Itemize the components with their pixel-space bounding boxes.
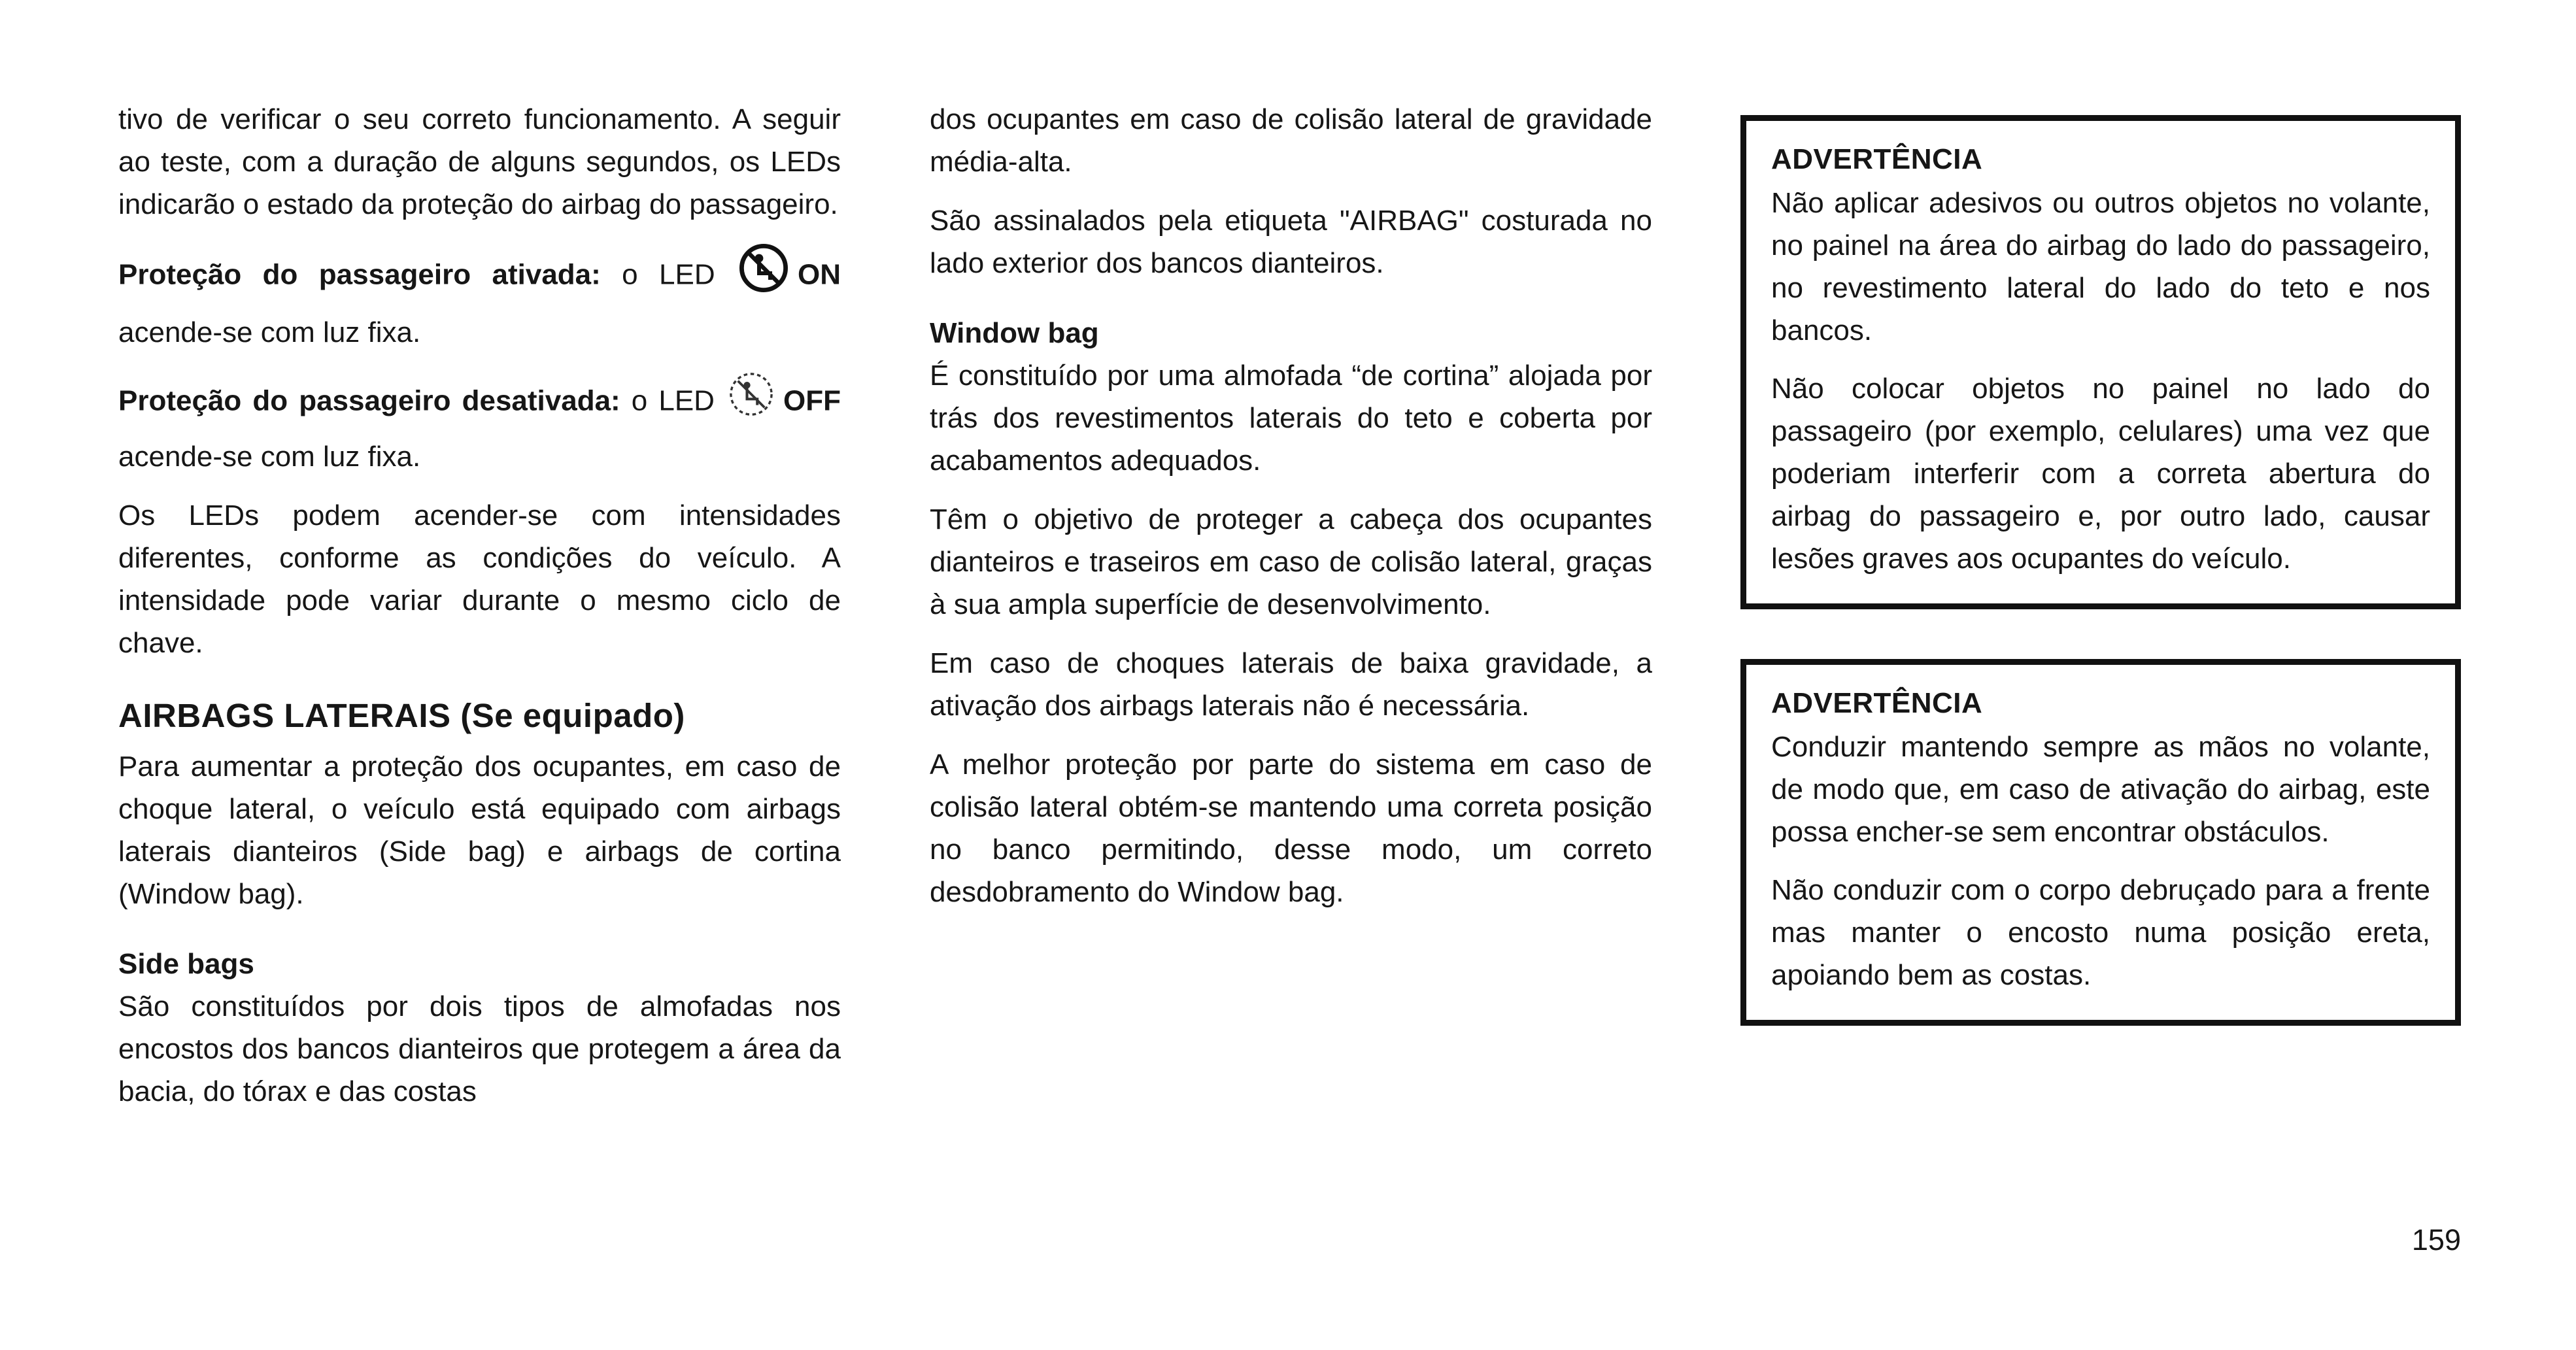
paragraph: Para aumentar a proteção dos ocupantes, em caso de choque lateral, o veículo está equipado com airbags laterais dianteiros (Side bag) e airbags de cortina (Window bag).: [118, 751, 841, 910]
warning-box-2: [1740, 659, 2461, 1026]
paragraph: Têm o objetivo de proteger a cabeça dos ocupantes dianteiros e traseiros em caso de colisão lateral, graças à sua ampla superfície de desenvolvimento.: [930, 503, 1652, 620]
warning-title: ADVERTÊNCIA: [1771, 143, 1983, 175]
warning-box-1: [1740, 115, 2461, 609]
paragraph: São constituídos por dois tipos de almofadas nos encostos dos bancos dianteiros que protegem a área da bacia, do tórax e das costas: [118, 990, 841, 1107]
paragraph: Os LEDs podem acender-se com intensidades diferentes, conforme as condições do veículo. A intensidade pode variar durante o mesmo ciclo de chave.: [118, 499, 841, 659]
bold-run: Proteção do passageiro desativada:: [118, 384, 620, 417]
bold-run: ON: [798, 258, 841, 291]
paragraph: Não colocar objetos no painel no lado do passageiro (por exemplo, celulares) uma vez que poderiam interferir com a correta abertura do airbag do passageiro e, por outro lado, causar lesões graves aos ocupantes do veículo.: [1771, 373, 2430, 575]
paragraph: São assinalados pela etiqueta "AIRBAG" costurada no lado exterior dos bancos dianteiros.: [930, 205, 1652, 279]
paragraph: Não aplicar adesivos ou outros objetos no volante, no painel na área do airbag do lado do passageiro, no revestimento lateral do lado do teto e nos bancos.: [1771, 187, 2430, 346]
column-middle: [930, 98, 1652, 913]
section-heading-airbags-laterais: AIRBAGS LATERAIS (Se equipado): [118, 697, 685, 734]
paragraph: Não conduzir com o corpo debruçado para a frente mas manter o encosto numa posição ereta, apoiando bem as costas.: [1771, 874, 2430, 991]
page-number: 159: [2411, 1223, 2461, 1257]
text-run: o LED: [620, 384, 726, 417]
paragraph-passenger-protection-on: [118, 242, 841, 354]
text-run: o LED: [600, 258, 736, 291]
column-warnings: [1740, 115, 2461, 1026]
paragraph: dos ocupantes em caso de colisão lateral de gravidade média-alta.: [930, 103, 1652, 178]
paragraph: É constituído por uma almofada “de cortina” alojada por trás dos revestimentos laterais do teto e coberta por acabamentos adequados.: [930, 360, 1652, 477]
paragraph: Em caso de choques laterais de baixa gravidade, a ativação dos airbags laterais não é necessária.: [930, 647, 1652, 722]
bold-run: Proteção do passageiro ativada:: [118, 258, 601, 291]
subsection-heading-side-bags: Side bags: [118, 948, 254, 980]
column-left: [118, 98, 841, 1113]
passenger-airbag-off-led-icon: [727, 370, 775, 430]
warning-title: ADVERTÊNCIA: [1771, 687, 1983, 719]
subsection-heading-window-bag: Window bag: [930, 317, 1099, 349]
paragraph: Conduzir mantendo sempre as mãos no volante, de modo que, em caso de ativação do airbag, este possa encher-se sem encontrar obstáculos.: [1771, 731, 2430, 848]
text-run: acende-se com luz fixa.: [118, 316, 421, 348]
paragraph: A melhor proteção por parte do sistema em caso de colisão lateral obtém-se mantendo uma correta posição no banco permitindo, desse modo, um correto desdobramento do Window bag.: [930, 749, 1652, 908]
paragraph: tivo de verificar o seu correto funcionamento. A seguir ao teste, com a duração de alguns segundos, os LEDs indicarão o estado da proteção do airbag do passageiro.: [118, 103, 841, 220]
passenger-airbag-on-led-icon: [737, 242, 790, 306]
paragraph-passenger-protection-off: [118, 370, 841, 478]
bold-run: OFF: [783, 384, 841, 417]
text-run: acende-se com luz fixa.: [118, 441, 421, 473]
